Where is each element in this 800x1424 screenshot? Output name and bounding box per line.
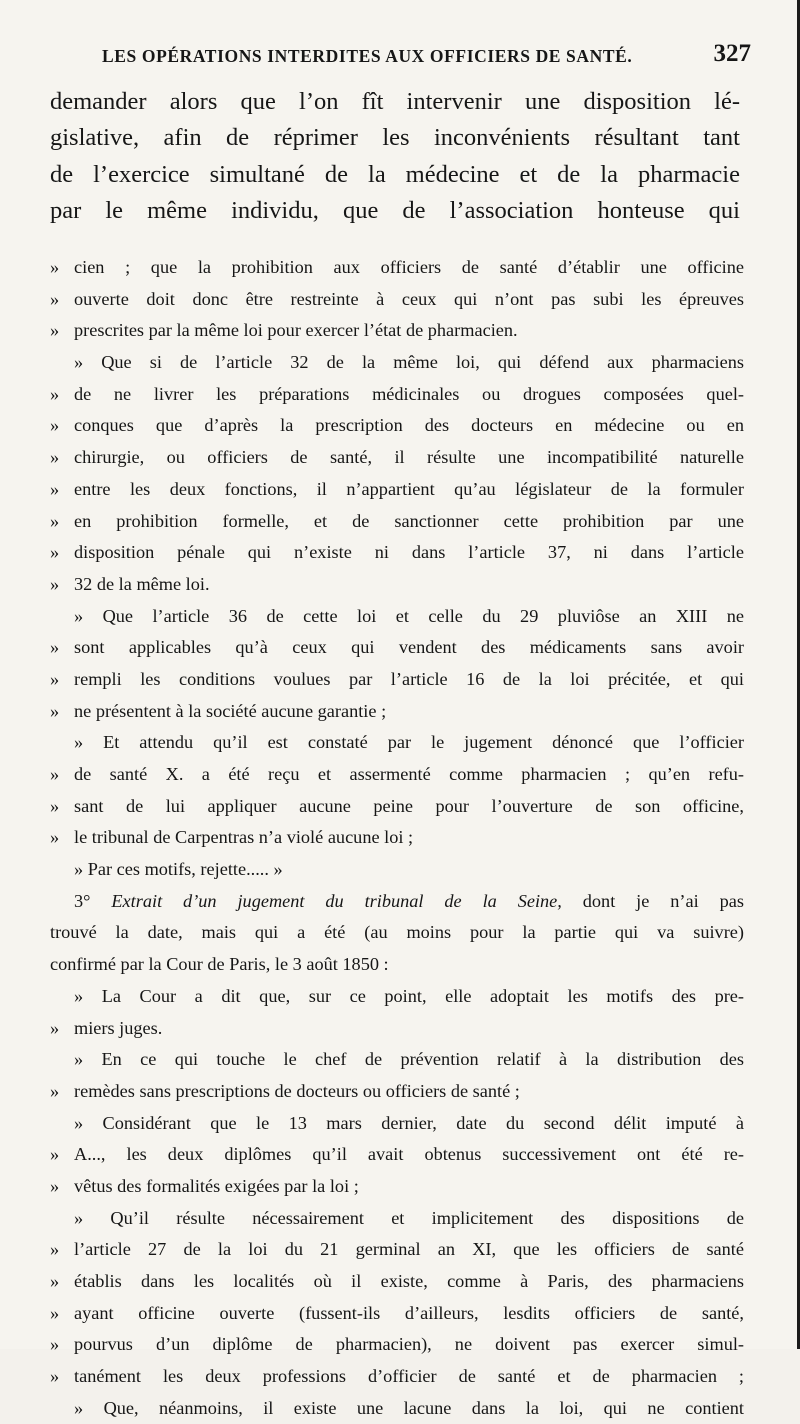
quote-mark: » (50, 1144, 60, 1165)
quote-mark: » (50, 573, 60, 594)
intro-line: demander alors que l’on fît intervenir une disposition lé- (50, 88, 740, 115)
text-line (50, 1076, 744, 1108)
quote-mark: » (50, 827, 60, 848)
text-line (50, 1108, 744, 1140)
quote-mark: » (50, 320, 60, 341)
intro-line: de l’exercice simultané de la médecine et de la pharmacie (50, 160, 740, 188)
page-number: 327 (713, 40, 751, 67)
line-text: vêtus des formalités exigées par la loi ; (74, 1175, 359, 1196)
line-text-continued: dont je n’ai pas (561, 890, 744, 911)
quote-mark: » (50, 764, 60, 784)
quote-mark: » (50, 668, 60, 689)
text-line (50, 537, 744, 569)
text-line (50, 1266, 744, 1298)
line-text: rempli les conditions voulues par l’article 16 de la loi précitée, et qui (74, 668, 744, 689)
quote-mark: » (50, 447, 60, 468)
text-line (50, 1393, 744, 1424)
text-line (50, 949, 744, 981)
text-line (50, 664, 744, 696)
text-line (50, 252, 744, 284)
line-text: confirmé par la Cour de Paris, le 3 août 1850 : (50, 954, 389, 975)
quote-mark: » (50, 383, 60, 404)
text-line (50, 410, 744, 442)
line-text: chirurgie, ou officiers de santé, il résulte une incompatibilité naturelle (74, 447, 744, 468)
quote-mark: » (50, 1239, 60, 1260)
line-text: » Considérant que le 13 mars dernier, date du second délit imputé à (74, 1112, 744, 1133)
quote-mark: » (50, 700, 60, 721)
text-line (50, 1234, 744, 1266)
line-text: trouvé la date, mais qui a été (au moins pour la partie qui va suivre) (50, 922, 744, 943)
text-line (50, 315, 744, 347)
quote-mark: » (50, 257, 60, 277)
text-line (50, 347, 744, 379)
quote-mark: » (50, 510, 60, 531)
text-line (50, 1171, 744, 1203)
line-text: conques que d’après la prescription des docteurs en médecine ou en (74, 415, 744, 436)
line-text: sont applicables qu’à ceux qui vendent des médicaments sans avoir (74, 637, 744, 658)
quote-mark: » (50, 1017, 60, 1038)
text-line (50, 886, 744, 918)
line-text: » Qu’il résulte nécessairement et implicitement des dispositions de (74, 1207, 744, 1228)
line-text: » Que, néanmoins, il existe une lacune dans la loi, qui ne contient (74, 1397, 744, 1418)
line-text: le tribunal de Carpentras n’a violé aucune loi ; (74, 827, 414, 848)
text-line (50, 917, 744, 949)
quote-mark: » (50, 415, 60, 436)
quote-mark: » (50, 1080, 60, 1101)
quote-mark: » (50, 288, 60, 309)
line-text: » En ce qui touche le chef de prévention relatif à la distribution des (74, 1049, 744, 1070)
line-text: 3° (74, 890, 112, 911)
text-line (50, 822, 744, 854)
text-line (50, 474, 744, 506)
text-line (50, 696, 744, 728)
text-line (50, 727, 744, 759)
quote-mark: » (50, 1271, 60, 1291)
text-line (50, 569, 744, 601)
quote-mark: » (50, 795, 60, 816)
quote-mark: » (50, 478, 60, 499)
line-text: établis dans les localités où il existe, comme à Paris, des pharmaciens (74, 1271, 744, 1291)
intro-line: gislative, afin de réprimer les inconvénients résultant tant (50, 124, 740, 152)
italic-title: Extrait d’un jugement du tribunal de la Seine, (111, 890, 562, 911)
line-text: ne présentent à la société aucune garantie ; (74, 700, 387, 721)
line-text: en prohibition formelle, et de sanctionner cette prohibition par une (74, 510, 744, 531)
line-text: pourvus d’un diplôme de pharmacien), ne doivent pas exercer simul- (74, 1334, 744, 1355)
line-text: A..., les deux diplômes qu’il avait obtenus successivement ont été re- (74, 1144, 744, 1165)
text-line (50, 759, 744, 791)
line-text: ouverte doit donc être restreinte à ceux qui n’ont pas subi les épreuves (74, 288, 744, 309)
line-text: remèdes sans prescriptions de docteurs ou officiers de santé ; (74, 1080, 520, 1101)
text-line (50, 1203, 744, 1235)
quote-mark: » (50, 637, 60, 658)
quote-mark: » (50, 1366, 60, 1387)
text-line (50, 379, 744, 411)
quote-mark: » (50, 542, 60, 563)
quote-mark: » (50, 1175, 60, 1196)
line-text: entre les deux fonctions, il n’appartient qu’au législateur de la formuler (74, 478, 744, 499)
text-line (50, 1044, 744, 1076)
quote-mark: » (50, 1302, 60, 1323)
line-text: » Que l’article 36 de cette loi et celle du 29 pluviôse an XIII ne (74, 605, 744, 626)
line-text: » Que si de l’article 32 de la même loi, qui défend aux pharmaciens (74, 352, 744, 373)
line-text: 32 de la même loi. (74, 573, 210, 594)
text-line (50, 1361, 744, 1393)
line-text: sant de lui appliquer aucune peine pour l’ouverture de son officine, (74, 795, 744, 816)
line-text: tanément les deux professions d’officier de santé et de pharmacien ; (74, 1366, 744, 1387)
line-text: de santé X. a été reçu et assermenté comme pharmacien ; qu’en refu- (74, 764, 744, 784)
text-line (50, 1298, 744, 1330)
text-line (50, 1329, 744, 1361)
line-text: prescrites par la même loi pour exercer l’état de pharmacien. (74, 320, 518, 341)
text-line (50, 632, 744, 664)
text-line (50, 284, 744, 316)
page-header (48, 40, 751, 70)
line-text: ayant officine ouverte (fussent-ils d’ailleurs, lesdits officiers de santé, (74, 1302, 744, 1323)
running-head: LES OPÉRATIONS INTERDITES AUX OFFICIERS DE SANTÉ. (102, 46, 633, 66)
line-text: disposition pénale qui n’existe ni dans l’article 37, ni dans l’article (74, 542, 744, 563)
text-line (50, 1139, 744, 1171)
text-line (50, 1013, 744, 1045)
text-line (50, 601, 744, 633)
line-text: cien ; que la prohibition aux officiers de santé d’établir une officine (74, 257, 744, 277)
text-line (50, 506, 744, 538)
text-line (50, 442, 744, 474)
text-line (50, 854, 744, 886)
quoted-text-block (50, 252, 744, 1424)
line-text: » Et attendu qu’il est constaté par le jugement dénoncé que l’officier (74, 732, 744, 753)
line-text: » Par ces motifs, rejette..... » (74, 859, 283, 880)
line-text: » La Cour a dit que, sur ce point, elle adoptait les motifs des pre- (74, 985, 744, 1006)
intro-line: par le même individu, que de l’association honteuse qui (50, 196, 740, 224)
line-text: l’article 27 de la loi du 21 germinal an XI, que les officiers de santé (74, 1239, 744, 1260)
intro-paragraph (50, 84, 740, 229)
text-line (50, 981, 744, 1013)
text-line (50, 791, 744, 823)
quote-mark: » (50, 1334, 60, 1355)
line-text: miers juges. (74, 1017, 163, 1038)
line-text: de ne livrer les préparations médicinales ou drogues composées quel- (74, 383, 744, 404)
